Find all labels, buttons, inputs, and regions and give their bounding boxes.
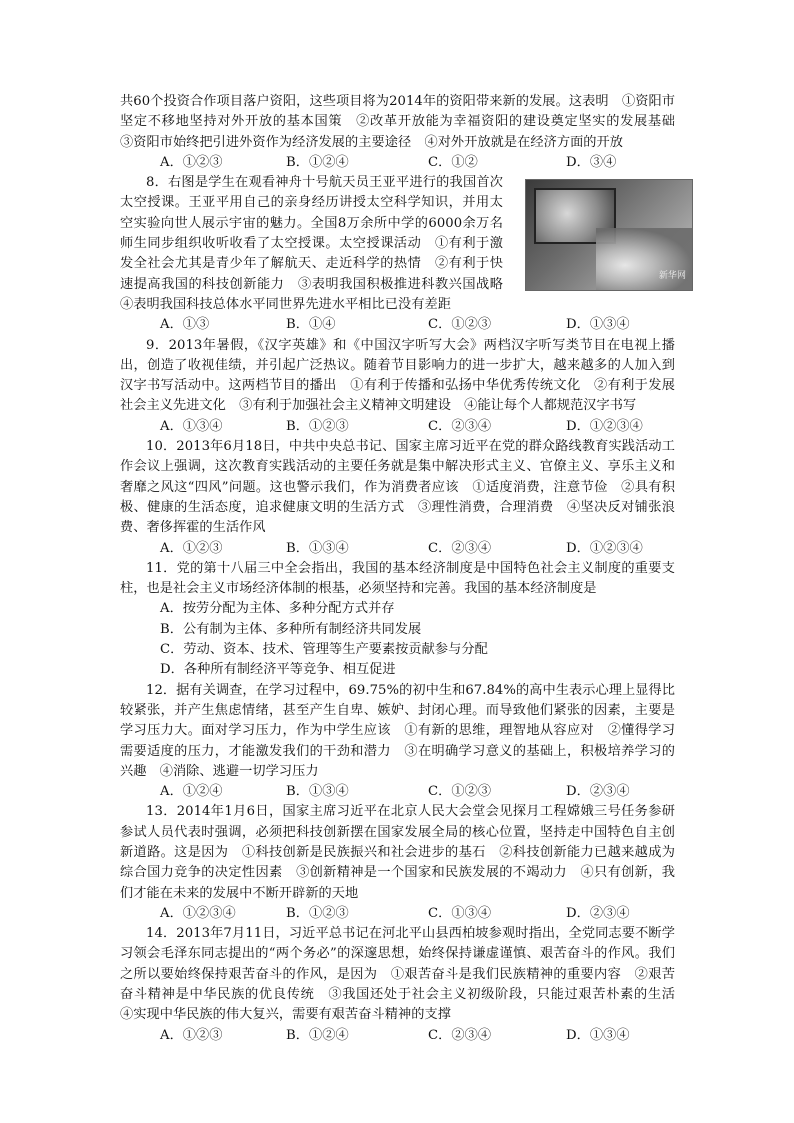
option-c[interactable]: C．②③④ xyxy=(428,418,492,434)
option-b[interactable]: B．①②④ xyxy=(286,154,349,170)
option-c[interactable]: C．①②③ xyxy=(428,784,492,800)
question-12-text: 12．据有关调查，在学习过程中，69.75%的初中生和67.84%的高中生表示心理上显得比较紧张，并产生焦虑情绪，甚至产生自卑、嫉妒、封闭心理。而导致他们紧张的因素，主要是学习压力大。面对学习压力，作为中学生应该 ①有新的思维，理智地从容应对 ②懂得学习需要适度的压力，才能激发我们的干劲和潜力 ③在明确学习意义的基础上，积极培养学习的兴趣 ④消除、逃避一切学习压力 xyxy=(120,682,675,779)
question-9-options xyxy=(160,417,675,437)
choice-a[interactable]: A．按劳分配为主体、多种分配方式并存 xyxy=(160,601,395,617)
exam-page xyxy=(120,92,689,1046)
option-b[interactable]: B．①③④ xyxy=(286,784,349,800)
question-10-text: 10．2013年6月18日，中共中央总书记、国家主席习近平在党的群众路线教育实践活动工作会议上强调，这次教育实践活动的主要任务就是集中解决形式主义、官僚主义、享乐主义和奢靡之风这“四风”问题。这也警示我们，作为消费者应该 ①适度消费，注意节俭 ②具有积极、健康的生活态度，追求健康文明的生活方式 ③理性消费，合理消费 ④坚决反对铺张浪费、奢侈挥霍的生活作风 xyxy=(120,439,675,536)
option-c[interactable]: C．①② xyxy=(428,154,478,170)
option-b[interactable]: B．①②④ xyxy=(286,1027,349,1043)
question-12-options xyxy=(160,782,675,802)
option-b[interactable]: B．①②③ xyxy=(286,905,349,921)
option-a[interactable]: A．①②④ xyxy=(160,784,223,800)
option-b[interactable]: B．①④ xyxy=(286,317,336,333)
question-10 xyxy=(120,437,675,559)
option-d[interactable]: D．①②③④ xyxy=(566,418,643,434)
question-13-options xyxy=(160,904,675,924)
question-14-options xyxy=(160,1026,675,1046)
question-8-options xyxy=(160,315,675,335)
question-7-options xyxy=(160,153,675,173)
choice-b[interactable]: B．公有制为主体、多种所有制经济共同发展 xyxy=(160,621,422,637)
question-12 xyxy=(120,681,675,803)
classroom-photo xyxy=(525,179,693,291)
question-14 xyxy=(120,924,689,1046)
question-11 xyxy=(120,559,675,681)
option-d[interactable]: D．③④ xyxy=(566,154,617,170)
question-9-text: 9．2013年暑假，《汉字英雄》和《中国汉字听写大会》两档汉字听写类节目在电视上播出，创造了收视佳绩，并引起广泛热议。随着节目影响力的进一步扩大，越来越多的人加入到汉字书写活动中。这两档节目的播出 ①有利于传播和弘扬中华优秀传统文化 ②有利于发展社会主义先进文化 ③有利于加强社会主义精神文明建设 ④能让每个人都规范汉字书写 xyxy=(120,337,675,414)
photo-watermark: 新华网 xyxy=(658,270,686,281)
question-8-text: 8．右图是学生在观看神舟十号航天员王亚平进行的我国首次太空授课。王亚平用自己的亲身经历讲授太空科学知识，并用太空实验向世人展示宇宙的魅力。全国8万余所中学的6000余万名师生同步组织收听收看了太空授课。太空授课活动 ①有利于激发全社会尤其是青少年了解航天、走近科学的热情 ②有利于快速提高我国的科技创新能力 ③表明我国积极推进科教兴国战略 ④表明我国科技总体水平同世界先进水平相比已没有差距 xyxy=(120,175,517,312)
choice-c[interactable]: C．劳动、资本、技术、管理等生产要素按贡献参与分配 xyxy=(160,642,488,658)
option-c[interactable]: C．②③④ xyxy=(428,1027,492,1043)
option-d[interactable]: D．②③④ xyxy=(566,784,630,800)
option-d[interactable]: D．①③④ xyxy=(566,317,630,333)
question-10-options xyxy=(160,539,675,559)
question-13 xyxy=(120,802,675,924)
option-b[interactable]: B．①②③ xyxy=(286,418,349,434)
option-a[interactable]: A．①②③④ xyxy=(160,905,236,921)
question-7 xyxy=(120,92,689,173)
question-13-text: 13．2014年1月6日，国家主席习近平在北京人民大会堂会见探月工程嫦娥三号任务参研参试人员代表时强调，必须把科技创新摆在国家发展全局的核心位置，坚持走中国特色自主创新道路。这是因为 ①科技创新是民族振兴和社会进步的基石 ②科技创新能力已越来越成为综合国力竞争的决定性因素 ③创新精神是一个国家和民族发展的不竭动力 ④只有创新，我们才能在未来的发展中不断开辟新的天地 xyxy=(120,804,675,901)
question-11-text: 11．党的第十八届三中全会指出，我国的基本经济制度是中国特色社会主义制度的重要支柱，也是社会主义市场经济体制的根基，必须坚持和完善。我国的基本经济制度是 xyxy=(120,560,675,597)
option-d[interactable]: D．①③④ xyxy=(566,1027,630,1043)
option-a[interactable]: A．①③ xyxy=(160,317,210,333)
question-9 xyxy=(120,336,675,437)
option-a[interactable]: A．①②③ xyxy=(160,540,223,556)
option-d[interactable]: D．①②③④ xyxy=(566,540,643,556)
question-14-text: 14．2013年7月11日，习近平总书记在河北平山县西柏坡参观时指出，全党同志要不断学习领会毛泽东同志提出的“两个务必”的深邃思想，始终保持谦虚谨慎、艰苦奋斗的作风。我们之所以要始终保持艰苦奋斗的作风，是因为 ①艰苦奋斗是我们民族精神的重要内容 ②艰苦奋斗精神是中华民族的优良传统 ③我国还处于社会主义初级阶段，只能过艰苦朴素的生活 ④实现中华民族的伟大复兴，需要有艰苦奋斗精神的支撑 xyxy=(120,926,689,1023)
option-c[interactable]: C．①②③ xyxy=(428,317,492,333)
choice-d[interactable]: D．各种所有制经济平等竞争、相互促进 xyxy=(160,662,396,678)
question-8 xyxy=(120,173,686,335)
option-a[interactable]: A．①③④ xyxy=(160,418,223,434)
option-c[interactable]: C．②③④ xyxy=(428,540,492,556)
option-d[interactable]: D．②③④ xyxy=(566,905,630,921)
question-7-text: 共60个投资合作项目落户资阳，这些项目将为2014年的资阳带来新的发展。这表明 ①资阳市坚定不移地坚持对外开放的基本国策 ②改革开放能为幸福资阳的建设奠定坚实的发展基础 ③资阳市始终把引进外资作为经济发展的主要途径 ④对外开放就是在经济方面的开放 xyxy=(120,94,689,150)
option-a[interactable]: A．①②③ xyxy=(160,1027,223,1043)
option-b[interactable]: B．①③④ xyxy=(286,540,349,556)
option-a[interactable]: A．①②③ xyxy=(160,154,223,170)
option-c[interactable]: C．①③④ xyxy=(428,905,492,921)
